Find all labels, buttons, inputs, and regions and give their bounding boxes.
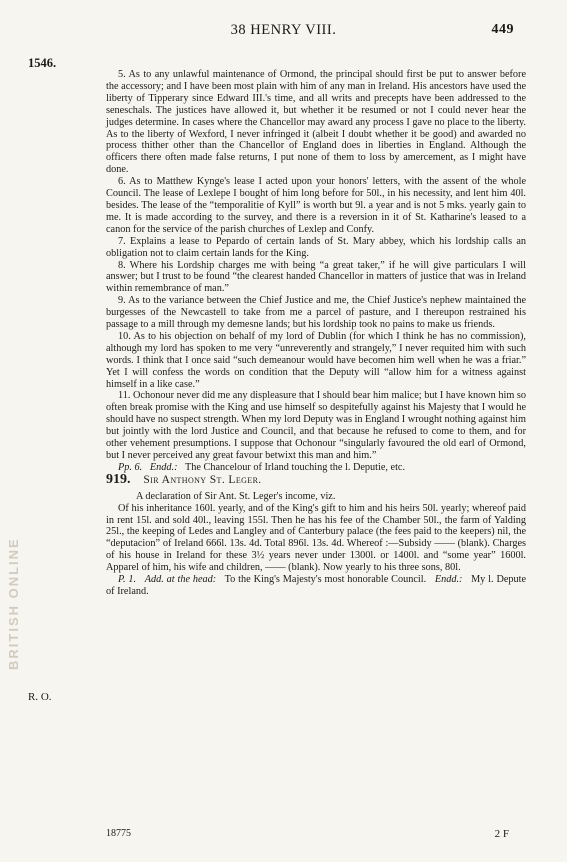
paragraph-8: 8. Where his Lordship charges me with being “a great taker,” if he will give particulars I will answer; but I trust to be found “the clearest handed Chancellor in matters of justice that was in Ireland within remembrance of man.” xyxy=(106,259,526,295)
endnote-918 xyxy=(106,462,526,474)
margin-ro: R. O. xyxy=(28,691,52,703)
page-number: 449 xyxy=(491,22,514,37)
endnote-endorsed-text: The Chancelour of Irland touching the l. Deputie, etc. xyxy=(185,461,406,473)
entry-name: Sir Anthony St. Leger. xyxy=(143,473,262,486)
entry-subheading: A declaration of Sir Ant. St. Leger's income, viz. xyxy=(136,490,336,502)
entry-number: 919. xyxy=(106,471,131,487)
entry-endnote-endorsed-label: Endd.: xyxy=(434,574,463,586)
paragraph-6: 6. As to Matthew Kynge's lease I acted upon your honors' letters, with the assent of the whole Council. The lease of Lexlepe I bought of him long before for 50l., in his necessity, and lent him 40l. besides. The lease of the “temporalitie of Kyll” is worth but 9l. a year and is not 5 mks. yearly gain to me. It is made according to the survey, and there is a reversion in it of St. Katharine's leased to a canon for the service of the parish churches of Lexlep and Confy. xyxy=(106,176,526,235)
entry-heading xyxy=(106,471,526,487)
watermark-stamp: BRITISH ONLINE xyxy=(6,537,21,670)
paragraph-9: 9. As to the variance between the Chief Justice and me, the Chief Justice's nephew maintained the burgesses of the Newcastell to take from me a parcel of pasture, and I thereupon restrained his passage to a mill through my demesne lands; but his lordship took no pains to make us friends. xyxy=(106,295,526,331)
margin-year: 1546. xyxy=(28,56,57,70)
gathering-mark: 2 F xyxy=(494,828,509,840)
paragraph-11: 11. Ochonour never did me any displeasure that I should bear him malice; but I have known him so often break promise with the King and use himself so despitefully against his Majesty that I would he should have no suspect strength. When my lord Deputy was in England I wrought nothing against him but jointly with the lord Justice and Council, and that because he refused to come to them, and for other vehement presumptions. I suppose that Ochonour “singularly favoured the old earl of Ormond, but I never perceived any great favour betwixt this man and him.” xyxy=(106,390,526,461)
entry-body: Of his inheritance 160l. yearly, and of the King's gift to him and his heirs 50l. yearly; whereof paid in rent 15l. and sold 40l., leaving 155l. Then he has his fee of the Chamber 50l., the farm of Yalding 25l., the keeping of Ledes and Langley and of Canterbury palace (the fees paid to the keepers) nil, the “deputacion” of Ireland 666l. 13s. 4d. Total 896l. 13s. 4d. Whereof :—Subsidy —— (blank). Charges of his house in Ireland for these 3½ years never under 1300l. or 1400l. and “some year” 1600l. Apparel of him, his wife and children, —— (blank). Now yearly to his three sons, 80l. xyxy=(106,502,526,574)
paragraph-10: 10. As to his objection on behalf of my lord of Dublin (for which I think he has no commission), although my lord has spoken to me very “unreverently and strangely,” I never requited him with such words. I think that I once said “such demeanour would have becomen him well when he was a friar.” Yet I will confess the words on condition that the Deputy will “allow him for a witness against himself in a like case.” xyxy=(106,330,526,390)
paragraph-5: 5. As to any unlawful maintenance of Ormond, the principal should first be put to answer before the accessory; and I have been most plain with him of any man in Ireland. His ancestors have used the liberty of Tipperary since Edward III.'s time, and all writs and precepts have been addressed to the seneschals. The justices have allowed it, but whether it be resumed or not I could never hear the judges determine. In cases where the Chancellor may award any process I gave no place to the liberty. As to the liberty of Wexford, I never infringed it (albeit I doubt whether it be good) and awarded no process thither other than the Chancellor of England does in liberties in England. Although the officers there often made false returns, I put none of them to loss by amercement, as I might have done. xyxy=(106,69,526,176)
entry-endnote-add-label: Add. at the head: xyxy=(144,574,217,586)
entry-endnote xyxy=(106,574,526,598)
entry-endnote-add-text: To the King's Majesty's most honorable Council. xyxy=(224,574,427,586)
main-text xyxy=(106,69,526,598)
endnote-pages: Pp. 6. xyxy=(118,461,143,473)
paragraph-7: 7. Explains a lease to Pepardo of certain lands of St. Mary abbey, which his lordship calls an obligation not to claim certain lands for the King. xyxy=(106,235,526,259)
header-title: 38 HENRY VIII. xyxy=(230,22,337,38)
entry-endnote-pages: P. 1. xyxy=(118,574,137,586)
endnote-endorsed-label: Endd.: xyxy=(149,461,178,473)
entry-endnote-endorsed-text: My l. Depute of Ireland. xyxy=(106,574,527,597)
running-header xyxy=(0,22,567,42)
printer-signature: 18775 xyxy=(106,828,131,839)
